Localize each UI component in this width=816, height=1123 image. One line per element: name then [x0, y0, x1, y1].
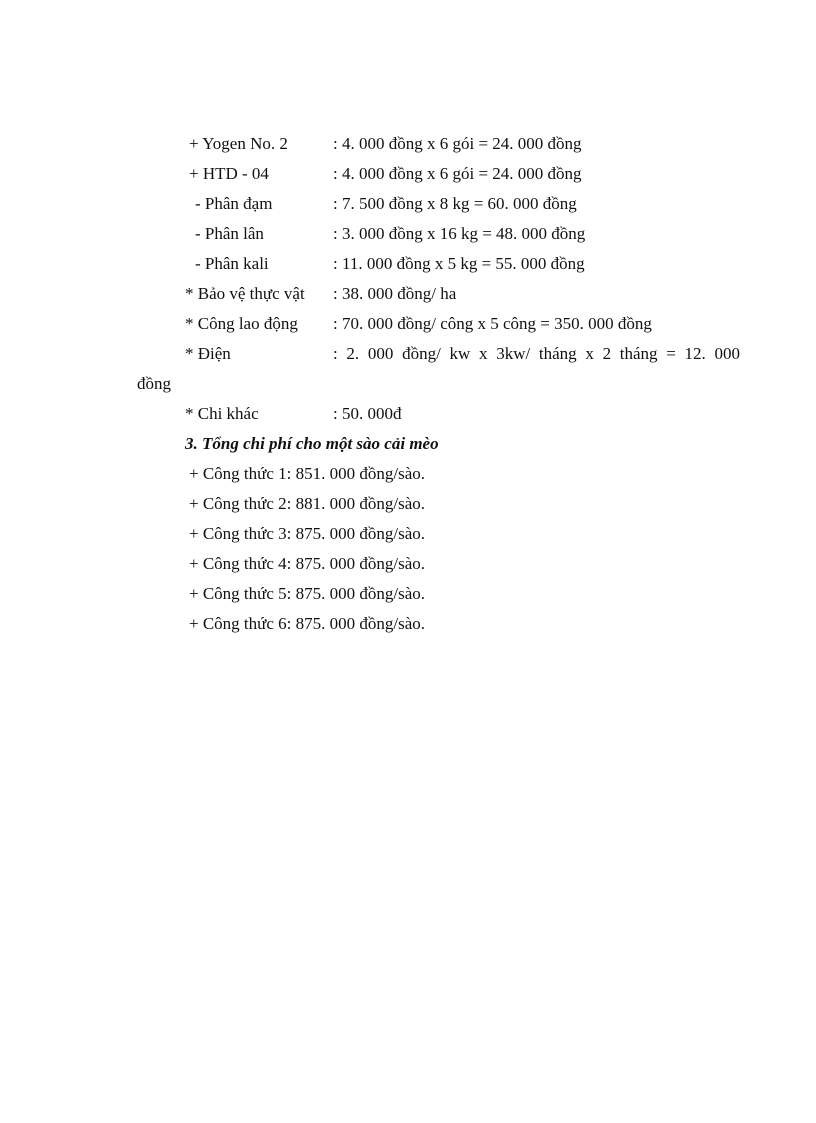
cost-item-label: * Bảo vệ thực vật [185, 284, 305, 303]
cost-item-value: : 11. 000 đồng x 5 kg = 55. 000 đồng [333, 254, 585, 273]
formula-line: + Công thức 3: 875. 000 đồng/sào. [189, 524, 426, 543]
formula-line: + Công thức 6: 875. 000 đồng/sào. [189, 614, 426, 633]
cost-item-value: : 4. 000 đồng x 6 gói = 24. 000 đồng [333, 164, 582, 183]
cost-item-label: - Phân kali [195, 254, 269, 273]
formula-line: + Công thức 1: 851. 000 đồng/sào. [189, 464, 426, 483]
formula-line: + Công thức 2: 881. 000 đồng/sào. [189, 494, 426, 513]
cost-item-value: : 70. 000 đồng/ công x 5 công = 350. 000 đồng [333, 314, 652, 333]
cost-item-value: : 3. 000 đồng x 16 kg = 48. 000 đồng [333, 224, 586, 243]
cost-item-label: * Công lao động [185, 314, 298, 333]
section-heading: 3. Tổng chi phí cho một sào cải mèo [185, 434, 439, 453]
other-cost-value: : 50. 000đ [333, 404, 402, 423]
cost-item-value: : 4. 000 đồng x 6 gói = 24. 000 đồng [333, 134, 582, 153]
other-cost-label: * Chi khác [185, 404, 259, 423]
cost-item-value: : 38. 000 đồng/ ha [333, 284, 457, 303]
formula-line: + Công thức 4: 875. 000 đồng/sào. [189, 554, 426, 573]
formula-line: + Công thức 5: 875. 000 đồng/sào. [189, 584, 426, 603]
electricity-value: : 2. 000 đồng/ kw x 3kw/ tháng x 2 tháng = 12. 000 [333, 344, 740, 363]
cost-item-label: + Yogen No. 2 [189, 134, 288, 153]
cost-item-value: : 7. 500 đồng x 8 kg = 60. 000 đồng [333, 194, 577, 213]
electricity-row [185, 339, 740, 369]
cost-item-label: + HTD - 04 [189, 164, 269, 183]
electricity-value-continuation: đồng [137, 374, 171, 393]
cost-item-label: - Phân đạm [195, 194, 273, 213]
electricity-label: * Điện [185, 344, 231, 363]
cost-item-label: - Phân lân [195, 224, 264, 243]
